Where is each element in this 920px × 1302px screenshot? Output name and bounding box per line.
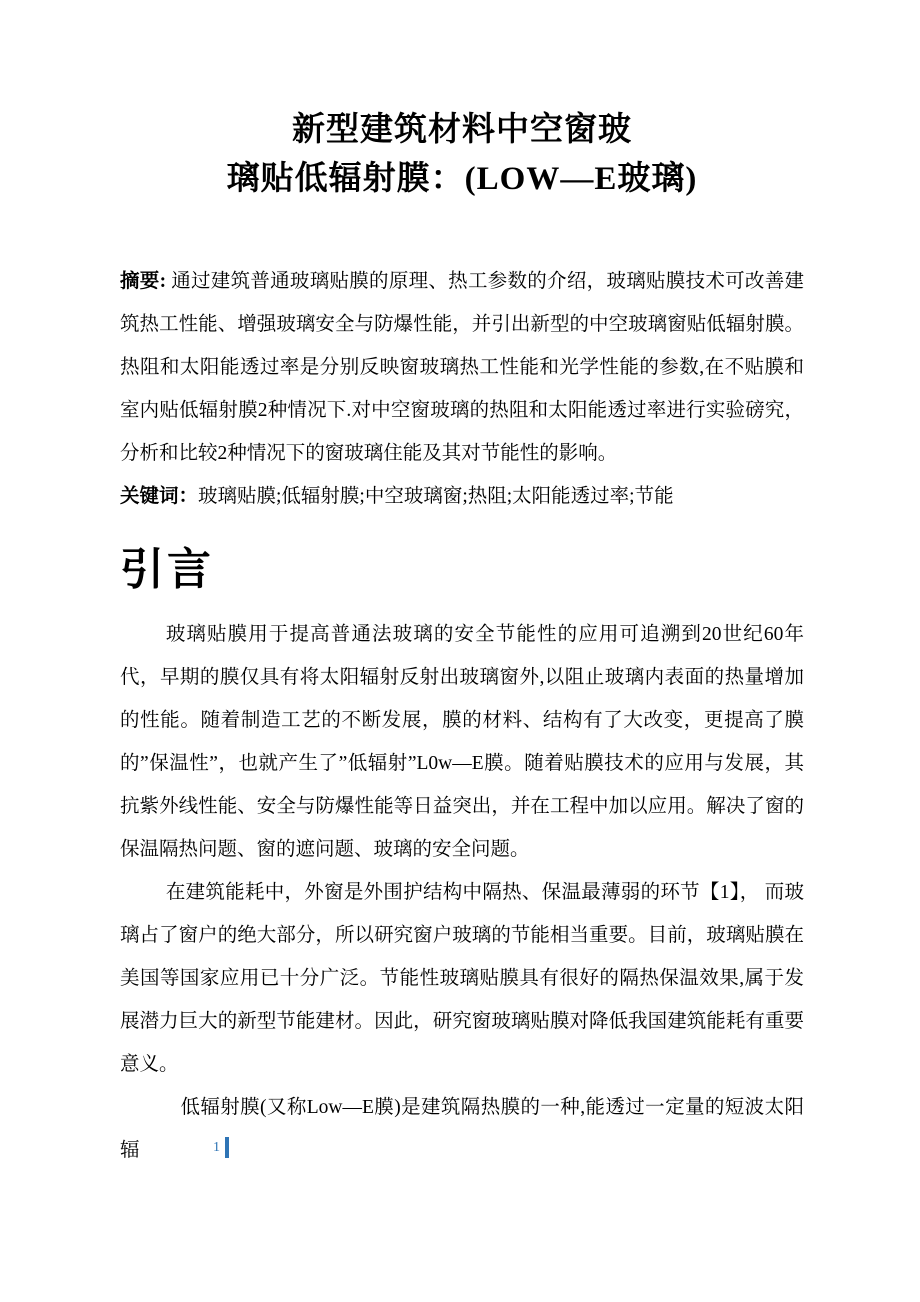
page-title bbox=[120, 106, 804, 204]
section-heading-intro: 引言 bbox=[120, 545, 214, 594]
page-footer bbox=[213, 1137, 229, 1158]
text-cursor-caret bbox=[225, 1137, 229, 1158]
keywords-label: 关键词： bbox=[120, 486, 199, 507]
keywords-text: 玻璃贴膜;低辐射膜;中空玻璃窗;热阻;太阳能透过率;节能 bbox=[198, 486, 674, 507]
body-paragraph: 低辐射膜(又称Low—E膜)是建筑隔热膜的一种,能透过一定量的短波太阳辐 bbox=[120, 1097, 804, 1161]
abstract-text: 通过建筑普通玻璃贴膜的原理、热工参数的介绍，玻璃贴膜技术可改善建筑热工性能、增强玻璃安全与防爆性能，并引出新型的中空玻璃窗贴低辐射膜。热阻和太阳能透过率是分别反映窗玻璃热工性能和光学性能的参数,在不贴膜和室内贴低辐射膜2种情况下.对中空窗玻璃的热阻和太阳能透过率进行实验磅究，分析和比较2种情况下的窗玻璃住能及其对节能性的影响。 bbox=[120, 271, 804, 464]
body-paragraph: 在建筑能耗中，外窗是外围护结构中隔热、保温最薄弱的环节【1】， 而玻璃占了窗户的绝大部分，所以研究窗户玻璃的节能相当重要。目前，玻璃贴膜在美国等国家应用已十分广泛。节能性玻璃贴膜具有很好的隔热保温效果,属于发展潜力巨大的新型节能建材。因此，研究窗玻璃贴膜对降低我国建筑能耗有重要意义。 bbox=[120, 882, 804, 1075]
body-paragraph: 玻璃贴膜用于提高普通法玻璃的安全节能性的应用可追溯到20世纪60年代，早期的膜仅具有将太阳辐射反射出玻璃窗外,以阻止玻璃内表面的热量增加的性能。随着制造工艺的不断发展，膜的材料、结构有了大改变，更提高了膜的”保温性”，也就产生了”低辐射”L0w—E膜。随着贴膜技术的应用与发展，其抗紫外线性能、安全与防爆性能等日益突出，并在工程中加以应用。解决了窗的保温隔热问题、窗的遮问题、玻璃的安全问题。 bbox=[120, 624, 804, 860]
abstract-paragraph bbox=[120, 260, 804, 475]
title-line-1: 新型建筑材料中空窗玻 bbox=[292, 112, 632, 148]
keywords-line bbox=[120, 475, 804, 518]
abstract-label: 摘要: bbox=[120, 271, 167, 292]
page-number: 1 bbox=[213, 1140, 220, 1155]
title-line-2: 璃贴低辐射膜：(LOW—E玻璃) bbox=[226, 161, 698, 197]
